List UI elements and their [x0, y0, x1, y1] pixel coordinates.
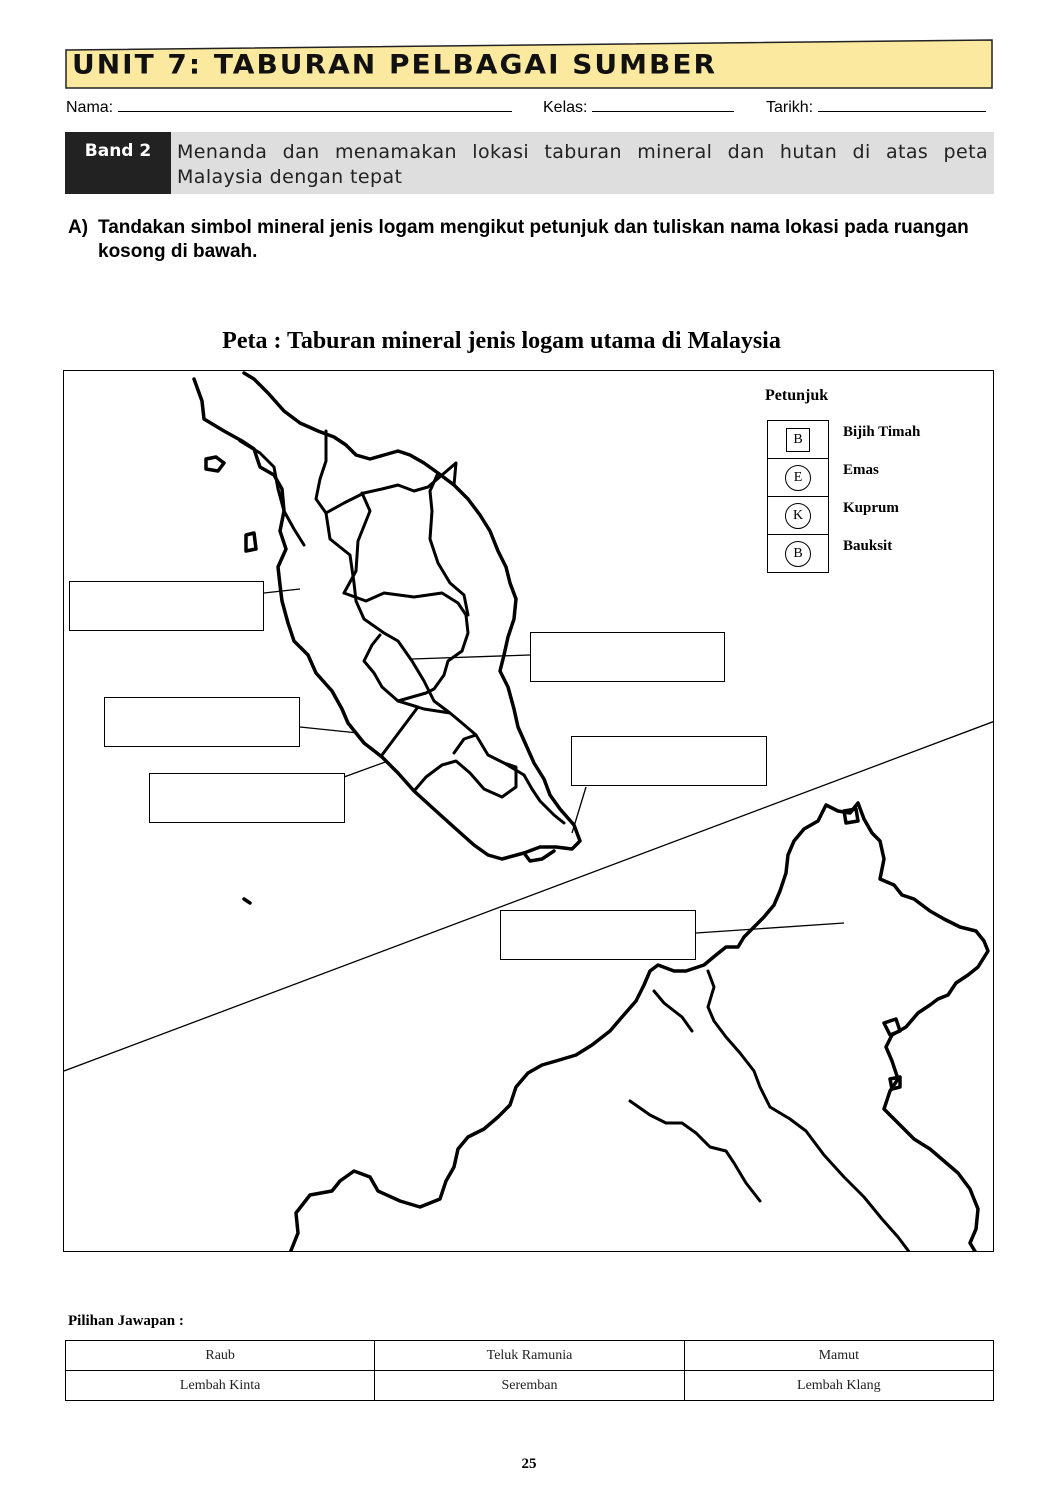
answer-box-6[interactable]: [500, 910, 696, 960]
page-title: UNIT 7: TABURAN PELBAGAI SUMBER: [72, 48, 718, 81]
map-frame: [63, 370, 994, 1252]
legend-row: [768, 459, 922, 497]
legend-label: Kuprum: [843, 499, 899, 516]
answer-box-4[interactable]: [571, 736, 767, 786]
legend-symbol-cell: [768, 497, 829, 535]
choice-cell: Teluk Ramunia: [375, 1341, 684, 1371]
legend-label: Emas: [843, 461, 879, 478]
legend-row: [768, 421, 922, 459]
choice-cell: Seremban: [375, 1371, 684, 1401]
question-instruction: [68, 216, 993, 264]
answer-box-2[interactable]: [530, 632, 725, 682]
question-letter: A): [68, 217, 89, 238]
tarikh-field[interactable]: [766, 97, 986, 117]
legend-row: [768, 497, 922, 535]
answer-box-3[interactable]: [104, 697, 300, 747]
band-description: Menanda dan menamakan lokasi taburan mineral dan hutan di atas peta Malaysia dengan tepat: [171, 132, 994, 194]
kelas-line[interactable]: [592, 97, 734, 112]
penang-island: [244, 899, 250, 903]
question-text: Tandakan simbol mineral jenis logam mengikut petunjuk dan tuliskan nama lokasi pada ruangan kosong di bawah.: [98, 217, 969, 262]
legend-label: Bauksit: [843, 537, 893, 554]
legend-title: Petunjuk: [765, 387, 829, 404]
nama-field[interactable]: [66, 97, 512, 117]
kelas-field[interactable]: [543, 97, 734, 117]
tarikh-line[interactable]: [818, 97, 986, 112]
choice-cell: Lembah Klang: [684, 1371, 993, 1401]
legend-symbol-circle-icon: K: [785, 503, 811, 529]
page-number: 25: [521, 1456, 537, 1472]
nama-line[interactable]: [118, 97, 512, 112]
legend-label: Bijih Timah: [843, 423, 921, 440]
choices-row: [66, 1371, 994, 1401]
legend-symbol-square-icon: B: [786, 428, 810, 452]
nama-label: Nama:: [66, 99, 114, 116]
band-bar: [65, 132, 994, 194]
legend-symbol-circle-icon: B: [785, 541, 811, 567]
legend-symbol-cell: [768, 459, 829, 497]
legend-symbol-cell: [768, 421, 829, 459]
choice-cell: Lembah Kinta: [66, 1371, 375, 1401]
answer-box-5[interactable]: [149, 773, 345, 823]
legend-symbol-circle-icon: E: [785, 465, 811, 491]
answer-box-1[interactable]: [69, 581, 264, 631]
choices-row: [66, 1341, 994, 1371]
tarikh-label: Tarikh:: [766, 99, 814, 116]
choice-cell: Mamut: [684, 1341, 993, 1371]
choices-label: Pilihan Jawapan :: [68, 1313, 184, 1329]
kelas-label: Kelas:: [543, 99, 588, 116]
title-banner: [64, 38, 992, 88]
legend-table: [767, 420, 922, 573]
band-label: Band 2: [65, 132, 171, 194]
legend-symbol-cell: [768, 535, 829, 573]
borneo-outline: [290, 803, 988, 1252]
choice-cell: Raub: [66, 1341, 375, 1371]
choices-table: [65, 1340, 994, 1401]
legend-row: [768, 535, 922, 573]
map-title: Peta : Taburan mineral jenis logam utama di Malaysia: [222, 328, 781, 354]
